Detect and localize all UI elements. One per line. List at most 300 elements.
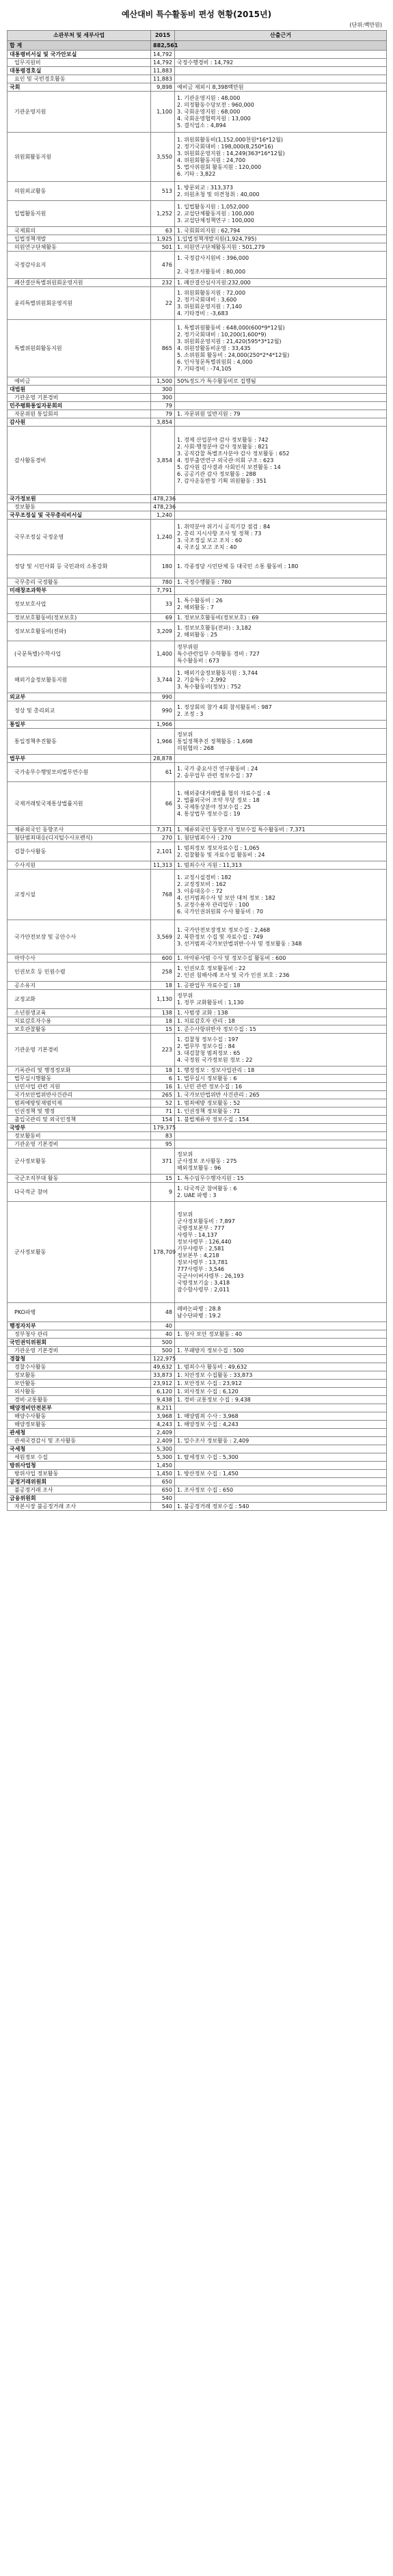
row-name: 해양정보활동 [8,1421,151,1429]
row-amount: 11,883 [151,67,175,75]
row-basis: 1. 정상회의 참가 4회 참석활동비 : 987 2. 조정 : 3 [175,701,387,721]
row-basis: 1. 정보보호활동(전파) : 3,182 2. 해외활동 : 25 [175,622,387,641]
program-row [8,520,387,555]
program-row [8,614,387,622]
ministry-row [8,1339,387,1347]
row-amount: 300 [151,394,175,402]
row-name: 대법원 [8,386,151,394]
row-basis [175,1404,387,1412]
row-basis: 1. 입법활동지원 : 1,052,000 2. 교섭단체활동지원 : 100,000 3. 교섭단체정책연구 : 100,000 [175,201,387,227]
row-name: 국가송무수행및모의법무연수원 [8,763,151,782]
program-row [8,1303,387,1322]
ministry-row [8,1322,387,1330]
row-amount: 3,968 [151,1412,175,1421]
row-amount: 5,300 [151,1445,175,1453]
row-name: 국가정보원 [8,495,151,503]
row-name: 국정감사요지 [8,252,151,279]
row-basis: 1. 경제 산업분야 감사 정보활동 : 742 2. 사회·행정분야 감사 정보활동 : 821 3. 공직감찰 특별조사분야 감사 정보활동 : 652 4. 정부출연연구 외국관·의회 구조 : 623 5. 감사원 감사결과 사회인식 보전활동 : 14 6. 공공기관 감사 정보활동 : 288 7. 감사운동반정 기획 위원활동 : 351 [175,427,387,495]
row-amount: 79 [151,410,175,418]
row-amount: 122,975 [151,1355,175,1363]
row-name: 행정자치부 [8,1322,151,1330]
row-amount: 1,240 [151,520,175,555]
row-name: 정보활동비 [8,1132,151,1140]
row-amount: 3,209 [151,622,175,641]
program-row [8,826,387,834]
row-amount: 6,120 [151,1388,175,1396]
row-name: 국제회의 [8,227,151,235]
program-row [8,782,387,826]
row-basis: 1. 취약분야 위기시 공직기강 점검 : 84 2. 총리 지시사항 조사 및 정책 : 73 3. 국조정실 보고 조치 : 60 4. 국조실 보고 조치 : 40 [175,520,387,555]
row-basis: 레바논파병 : 28.8 남수단파병 : 19.2 [175,1303,387,1322]
row-basis [175,67,387,75]
row-name: 정상 및 총리외교 [8,701,151,721]
program-row [8,834,387,842]
row-name: 소년원생교육 [8,1009,151,1017]
row-amount: 83 [151,1132,175,1140]
row-basis: 정부위 1. 정부 교화활동비 : 1,130 [175,990,387,1009]
row-amount: 270 [151,834,175,842]
row-basis: 예비금 제외시 8,398백만원 [175,83,387,92]
header-basis: 산출근거 [175,31,387,41]
row-name: 경찰청 [8,1355,151,1363]
row-basis: 1. 국가 중요사건 연구활동비 : 24 2. 송무업무 관련 정보수집 : 37 [175,763,387,782]
row-name: 검찰수사활동 [8,842,151,861]
row-amount: 990 [151,701,175,721]
row-name: 감사활동경비 [8,427,151,495]
row-basis: 1. 위원회활동지원 : 72,000 2. 정기국회대비 : 3,600 3. 위원회운영지원 : 7,140 4. 기타경비 : -3,683 [175,287,387,320]
row-basis: 1. 해양범죄 수사 : 3,968 [175,1412,387,1421]
row-basis: 1. 교정시설경비 : 182 2. 교정정보비 : 162 3. 이송대응수 : 72 4. 선거범죄수사 및 보안 대처 정보 : 182 5. 교정수용자 관리업무 : 100 6. 국가인권위원회 수사 활동비 : 70 [175,870,387,920]
header-ministry: 소관부처 및 세부사업 [8,31,151,41]
program-row [8,427,387,495]
row-basis: 1. 각종정당 시민단체 등 대국민 소통 활동비 : 180 [175,555,387,578]
row-name: 기관운영 기본경비 [8,1034,151,1066]
row-name: 공소유지 [8,982,151,990]
row-amount: 600 [151,954,175,963]
row-basis: 정보위 군사정보활동비 : 7,897 국방정보본부 : 777 사령부 : 14,137 정보사령부 : 126,440 기무사령부 : 2,581 정보본부 : 4,218 정보사령부 : 13,781 777사령부 : 3,546 국군사이버사령부 : 26,193 국방정보기술 : 3,418 잠수함사령부 : 2,011 [175,1202,387,1303]
row-basis [175,721,387,729]
program-row [8,279,387,287]
row-name: 관세국경감시 및 조사활동 [8,1437,151,1445]
row-amount: 14,792 [151,59,175,67]
program-row [8,763,387,782]
ministry-row [8,386,387,394]
row-basis: 1. 준수사항위반자 정보수집 : 15 [175,1025,387,1034]
row-amount: 9 [151,1183,175,1202]
row-basis: 1. 기관운영지원 : 48,000 2. 의정활동수당보전 : 960,000 3. 국회운영지원 : 68,000 4. 국회운영협력지원 : 13,000 5. 결식업소 : 4,894 [175,92,387,133]
row-basis: 1. 국정수행활동 : 780 [175,578,387,587]
row-amount: 3,854 [151,418,175,427]
program-row [8,622,387,641]
row-name: 대통령경호실 [8,67,151,75]
row-basis: 1. 위원회활동비(1,152,000천원*16*12월) 2. 정기국회대비 : 198,000(8,250*16) 3. 위원회운영지원 : 14,249(363*16*12월) 4. 위원회활동지원 : 24,700 5. 법사위원회 활동지원 : 120,000 6. 기타 : 3,822 [175,133,387,182]
row-amount: 3,569 [151,920,175,954]
row-basis [175,1124,387,1132]
row-amount: 15 [151,1025,175,1034]
row-basis: 1. 외사정보 수집 : 6,120 [175,1388,387,1396]
program-row [8,982,387,990]
program-row [8,394,387,402]
program-row [8,320,387,377]
row-basis: 1. 특별위원활동비 : 648,000(600*9*12월) 2. 정기국회대비 : 10,200(1,600*9) 3. 위원회운영지원 : 21,420(595*3*12월) 4. 위원장활동비운영 : 33,435 5. 소위원회 활동비 : 24,000(250*2*4*12월) 6. 인사청문특별위원회 : 4,000 7. 기타경비 : -74,105 [175,320,387,377]
row-name: 합 계 [8,41,151,51]
row-name: 정보보호활동비(전파) [8,622,151,641]
program-row [8,227,387,235]
row-amount: 66 [151,782,175,826]
row-name: 미래창조과학부 [8,587,151,595]
row-basis: 1. 인권보호 정보활동비 : 22 2. 인권 침해사례 조사 및 국가 인권 보호 : 236 [175,963,387,982]
row-name: 경비·교통활동 [8,1396,151,1404]
budget-table-body [8,41,387,1511]
program-row [8,954,387,963]
row-amount: 1,500 [151,377,175,386]
program-row [8,1025,387,1034]
row-amount: 33,873 [151,1371,175,1380]
row-name: 교정시설 [8,870,151,920]
row-name: 국군조직부대 활동 [8,1175,151,1183]
row-amount: 1,450 [151,1462,175,1470]
row-basis: 1. 폐산결산심사지원:232,000 [175,279,387,287]
row-basis [175,1140,387,1149]
row-amount: 154 [151,1116,175,1124]
row-name: 정부청사 관리 [8,1330,151,1339]
row-amount: 540 [151,1503,175,1511]
row-name: 체류외국인 동향조사 [8,826,151,834]
row-name: 국세청 [8,1445,151,1453]
row-name: 금융위원회 [8,1494,151,1503]
row-basis [175,51,387,59]
row-name: 방위사업 정보활동 [8,1470,151,1478]
row-basis [175,587,387,595]
row-amount: 1,130 [151,990,175,1009]
row-amount: 33 [151,595,175,614]
row-name: 불공정거래 조사 [8,1486,151,1494]
row-basis [175,1429,387,1437]
row-name: 기관운영 기본경비 [8,1347,151,1355]
row-amount: 8,211 [151,1404,175,1412]
row-basis: 1. 불공정거래 정보수집 : 540 [175,1503,387,1511]
program-row [8,963,387,982]
row-amount: 258 [151,963,175,982]
program-row [8,1421,387,1429]
page-title: 예산대비 특수활동비 편성 현황(2015년) [121,10,272,19]
row-name: 치료감호자수용 [8,1017,151,1025]
row-amount: 178,709 [151,1202,175,1303]
row-amount: 52 [151,1099,175,1108]
row-basis: 1. 치료감호자 관리 : 18 [175,1017,387,1025]
ministry-row [8,721,387,729]
row-name: 난민사업 관련 지원 [8,1083,151,1091]
row-name: 업무지원비 [8,59,151,67]
row-name: 국민권익위원회 [8,1339,151,1347]
row-amount: 40 [151,1322,175,1330]
row-name: 정보활동 [8,503,151,511]
row-basis: 1. 난민 관련 정보수집 : 16 [175,1083,387,1091]
row-basis: 1. 사범생 교화 : 138 [175,1009,387,1017]
row-amount: 232 [151,279,175,287]
program-row [8,1388,387,1396]
row-basis: 1. 해외중대거래법률 협의 자료수집 : 4 2. 법률외국어 조약 부당 정보 : 18 3. 국제통상분야 정보수집 : 25 4. 통상법무 정보수집 : 19 [175,782,387,826]
row-amount: 3,550 [151,133,175,182]
row-name: 정보보호사업 [8,595,151,614]
row-name: 자문위원 통일회의 [8,410,151,418]
row-name: 자본시장 불공정거래 조사 [8,1503,151,1511]
program-row [8,1412,387,1421]
row-basis: 1. 범죄수사 지원 : 11,313 [175,861,387,870]
row-amount: 95 [151,1140,175,1149]
ministry-row [8,1462,387,1470]
row-basis [175,386,387,394]
row-basis: 1. 국가안전보장정보 정보수집 : 2,468 2. 북한정보 수집 및 자료수집 : 749 3. 선거범죄·국가보안법위반·수사 및 정보활동 : 348 [175,920,387,954]
ministry-row [8,511,387,520]
row-amount: 5,300 [151,1453,175,1462]
row-basis: 정보위 통일정책추진 정책활동 : 1,698 의원협의 : 268 [175,729,387,755]
row-amount: 1,252 [151,201,175,227]
row-basis: 1. 자문위원 일반지원 : 79 [175,410,387,418]
row-amount: 478,236 [151,503,175,511]
row-basis: 1. 체류외국인 동향조사 정보수집 특수활동비 : 7,371 [175,826,387,834]
row-amount: 18 [151,982,175,990]
row-amount: 16 [151,1083,175,1091]
row-name: 통일부 [8,721,151,729]
row-name: 폐산결산특별위원회운영지원 [8,279,151,287]
ministry-row [8,1124,387,1132]
row-basis: 1.입법정책개발지원(1,924,795) [175,235,387,243]
row-name: 범죄예방및재범억제 [8,1099,151,1108]
row-name: 외교부 [8,693,151,701]
row-name: 인권보호 등 민원수렴 [8,963,151,982]
row-amount: 3,854 [151,427,175,495]
program-row [8,641,387,667]
program-row [8,75,387,83]
program-row [8,377,387,386]
row-name: 군사정보활동 [8,1202,151,1303]
row-name: 교정교화 [8,990,151,1009]
row-name: 국무조정실 및 국무총리비서실 [8,511,151,520]
row-name: 감사원 [8,418,151,427]
row-name: 국가보안법위반사건관리 [8,1091,151,1099]
row-name: 해양경비안전본부 [8,1404,151,1412]
row-basis: 1. 탈세정보 수집 : 5,300 [175,1453,387,1462]
program-row [8,1017,387,1025]
ministry-row [8,83,387,92]
row-amount: 7,791 [151,587,175,595]
program-row [8,667,387,693]
row-basis: 정부위원 특수관련업무 수학활동 경비 : 727 특수활동비 : 673 [175,641,387,667]
program-row [8,182,387,201]
row-amount: 7,371 [151,826,175,834]
row-basis: 1. 첨단범죄수사 : 270 [175,834,387,842]
row-amount: 18 [151,1066,175,1075]
row-basis [175,511,387,520]
row-amount: 6 [151,1075,175,1083]
row-name: 출입국관리 및 외국인정책 [8,1116,151,1124]
row-amount: 15 [151,1175,175,1183]
row-basis: 1. 정보보호활동비(정보보호) : 69 [175,614,387,622]
row-basis: 50%정도가 특수활동비로 집행됨 [175,377,387,386]
row-basis: 1. 방문외교 : 313,373 2. 의원초청 및 의견청취 : 40,000 [175,182,387,201]
row-basis: 1. 조사정보 수집 : 650 [175,1486,387,1494]
program-row [8,842,387,861]
row-name: 윤리특별위원회운영지원 [8,287,151,320]
row-amount: 9,898 [151,83,175,92]
program-row [8,1083,387,1091]
program-row [8,1330,387,1339]
ministry-row [8,495,387,503]
ministry-row [8,402,387,410]
row-amount: 650 [151,1478,175,1486]
row-amount: 1,966 [151,721,175,729]
row-name: 법무부 [8,755,151,763]
budget-table [7,30,387,1511]
program-row [8,1202,387,1303]
row-name: 대통령비서실 및 국가안보실 [8,51,151,59]
row-name: 해양수사활동 [8,1412,151,1421]
program-row [8,1453,387,1462]
row-basis [175,394,387,402]
row-name: 마약수사 [8,954,151,963]
row-basis: 1. 검찰청 정보수집 : 197 2. 법무부 정보수집 : 84 3. 대검찰청 범죄정보 : 65 4. 국정원 국가정보원 정보 : 22 [175,1034,387,1066]
row-amount: 1,100 [151,92,175,133]
ministry-row [8,693,387,701]
row-amount: 61 [151,763,175,782]
row-basis: 1. 경비·교통정보 수집 : 9,438 [175,1396,387,1404]
program-row [8,555,387,578]
row-basis [175,1339,387,1347]
program-row [8,1009,387,1017]
row-basis: 정보위 군사정보 조사활동 : 275 해외정보활동 : 96 [175,1149,387,1175]
row-basis: 1. 불법체류자 정보수집 : 154 [175,1116,387,1124]
ministry-row [8,1429,387,1437]
row-amount: 223 [151,1034,175,1066]
row-basis: 1. 마약류사범 수사 및 정보수집 활동비 : 600 [175,954,387,963]
row-basis [175,755,387,763]
row-name: 방위사업청 [8,1462,151,1470]
program-row [8,990,387,1009]
row-basis [175,693,387,701]
row-amount: 49,632 [151,1363,175,1371]
total-row [8,41,387,51]
row-basis: 1. 범죄수사 활동비 : 49,632 [175,1363,387,1371]
program-row [8,1503,387,1511]
row-name: 정당 및 시민사회 등 국민과의 소통강화 [8,555,151,578]
header-amount: 2015 [151,31,175,41]
row-basis [175,1445,387,1453]
row-name: PKO파병 [8,1303,151,1322]
row-name: 의원연구단체활동 [8,243,151,252]
row-name: 인권정책 및 행정 [8,1108,151,1116]
row-basis: 1. 공판업무 자료수집 : 18 [175,982,387,990]
row-amount: 478,236 [151,495,175,503]
row-name: (국문특별)수학사업 [8,641,151,667]
row-amount: 4,243 [151,1421,175,1429]
ministry-row [8,1404,387,1412]
program-row [8,701,387,721]
program-row [8,1034,387,1066]
row-amount: 2,101 [151,842,175,861]
row-amount: 1,966 [151,729,175,755]
row-name: 국무조정실 국정운영 [8,520,151,555]
row-amount: 300 [151,386,175,394]
row-name: 민주평화통일자문회의 [8,402,151,410]
row-amount: 28,878 [151,755,175,763]
row-amount: 501 [151,243,175,252]
row-amount: 865 [151,320,175,377]
ministry-row [8,418,387,427]
program-row [8,1099,387,1108]
row-basis [175,402,387,410]
row-amount: 40 [151,1330,175,1339]
row-amount: 500 [151,1339,175,1347]
row-basis: 1. 밀수조사 정보활동 : 2,409 [175,1437,387,1445]
row-name: 기관운영지원 [8,92,151,133]
row-name: 외사활동 [8,1388,151,1396]
row-amount: 79 [151,402,175,410]
program-row [8,1108,387,1116]
row-basis: 1. 방산정보 수집 : 1,450 [175,1470,387,1478]
row-name: 의원외교활동 [8,182,151,201]
program-row [8,1363,387,1371]
row-basis [175,503,387,511]
row-basis: 국정수행경비 : 14,792 [175,59,387,67]
program-row [8,1149,387,1175]
row-amount: 265 [151,1091,175,1099]
program-row [8,252,387,279]
row-name: 기관운영 기본경비 [8,394,151,402]
program-row [8,578,387,587]
row-amount: 180 [151,555,175,578]
row-basis: 1. 해외기술정보활동지원 : 3,744 2. 기술특수 : 2,992 3. 특수활동비(정보) : 752 [175,667,387,693]
row-amount: 768 [151,870,175,920]
ministry-row [8,755,387,763]
row-name: 정보활동 [8,1371,151,1380]
program-row [8,729,387,755]
row-basis [175,495,387,503]
program-row [8,1075,387,1083]
row-amount: 780 [151,578,175,587]
program-row [8,59,387,67]
row-name: 예비금 [8,377,151,386]
row-amount: 11,883 [151,75,175,83]
row-amount: 14,792 [151,51,175,59]
program-row [8,243,387,252]
row-amount: 3,744 [151,667,175,693]
row-amount: 540 [151,1494,175,1503]
program-row [8,1486,387,1494]
row-name: 기관운영 기본경비 [8,1140,151,1149]
row-amount: 9,438 [151,1396,175,1404]
row-basis: 1. 치안정보 수집활동 : 33,873 [175,1371,387,1380]
row-name: 요인 및 국빈경호활동 [8,75,151,83]
row-name: 입법정책개발 [8,235,151,243]
program-row [8,1437,387,1445]
row-basis: 1. 법무실시 정보활동 : 6 [175,1075,387,1083]
program-row [8,1066,387,1075]
program-row [8,870,387,920]
row-amount: 11,313 [151,861,175,870]
program-row [8,287,387,320]
row-name: 국회 [8,83,151,92]
row-basis [175,41,387,51]
row-amount: 882,561 [151,41,175,51]
row-amount: 1,240 [151,511,175,520]
program-row [8,920,387,954]
row-basis: 1. 특수임무수행자지원 : 15 [175,1175,387,1183]
row-name: 통일정책추진활동 [8,729,151,755]
row-amount: 1,450 [151,1470,175,1478]
program-row [8,235,387,243]
row-name: 정보보호활동비(정보보호) [8,614,151,622]
